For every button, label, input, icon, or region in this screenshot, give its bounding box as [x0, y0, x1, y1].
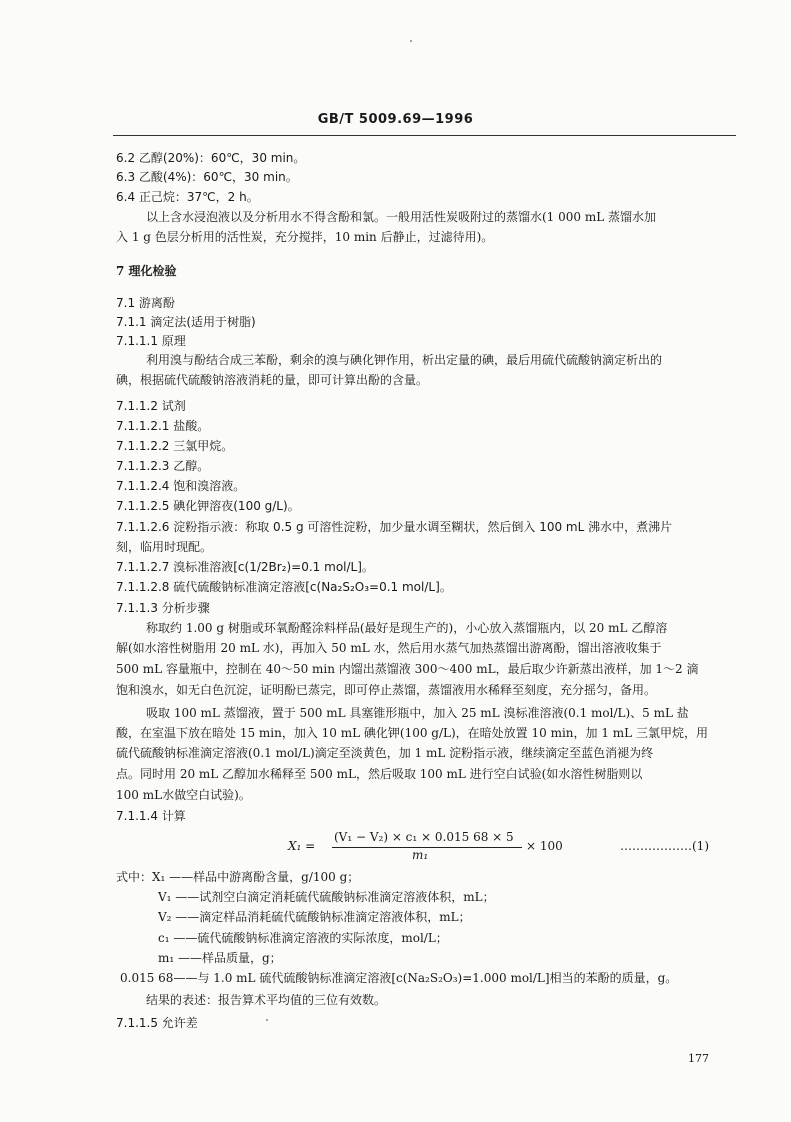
where-m1: m₁ ——样品质量，g； [158, 951, 282, 965]
reagent-2: 7.1.1.2.2 三氯甲烷。 [116, 439, 234, 453]
paragraph-procedure-1-line2: 解(如水溶性树脂用 20 mL 水)，再加入 50 mL 水，然后用水蒸气加热蒸馏出游离酚，馏出溶液收集于 [116, 641, 662, 655]
reagent-1: 7.1.1.2.1 盐酸。 [116, 419, 210, 433]
section-7-1-heading: 7.1 游离酚 [116, 296, 175, 310]
section-7-1-1-3-heading: 7.1.1.3 分析步骤 [116, 601, 210, 615]
where-v1: V₁ ——试剂空白滴定消耗硫代硫酸钠标准滴定溶液体积，mL； [158, 890, 495, 904]
reagent-5: 7.1.1.2.5 碘化钾溶夜(100 g/L)。 [116, 499, 300, 513]
clause-6-2: 6.2 乙醇(20%)：60℃，30 min。 [116, 151, 306, 165]
where-constant: 0.015 68——与 1.0 mL 硫代硫酸钠标准滴定溶液[c(Na₂S₂O₃)=1.000 mol/L]相当的苯酚的质量，g。 [120, 971, 678, 985]
paragraph-procedure-1-line3: 500 mL 容量瓶中，控制在 40～50 min 内馏出蒸馏液 300～400 mL，最后取少许新蒸出液样，加 1～2 滴 [116, 662, 699, 676]
equation-number: ………………(1) [620, 839, 709, 853]
formula-denominator: m₁ [412, 848, 429, 862]
standard-number-header: GB/T 5009.69—1996 [317, 112, 474, 127]
section-7-heading: 7 理化检验 [116, 264, 177, 278]
formula-lhs: X₁ = [288, 839, 316, 853]
where-v2: V₂ ——滴定样品消耗硫代硫酸钠标准滴定溶液体积，mL； [158, 910, 471, 924]
formula-numerator: (V₁ − V₂) × c₁ × 0.015 68 × 5 [334, 830, 514, 844]
section-7-1-1-4-heading: 7.1.1.4 计算 [116, 809, 186, 823]
formula-1 [288, 830, 578, 864]
formula-multiplier: × 100 [526, 839, 563, 853]
section-7-1-1-5-heading: 7.1.1.5 允许差 [116, 1016, 198, 1030]
scan-speck [410, 40, 412, 42]
section-7-1-1-heading: 7.1.1 滴定法(适用于树脂) [116, 315, 256, 329]
paragraph-water-note-cont: 入 1 g 色层分析用的活性炭，充分搅拌，10 min 后静止，过滤待用)。 [116, 230, 494, 244]
reagent-8: 7.1.1.2.8 硫代硫酸钠标准滴定溶液[c(Na₂S₂O₃=0.1 mol/L]。 [116, 580, 452, 594]
header-rule [113, 135, 736, 136]
paragraph-procedure-2-line3: 硫代硫酸钠标准滴定溶液(0.1 mol/L)滴定至淡黄色，加 1 mL 淀粉指示液，继续滴定至蓝色消褪为终 [116, 746, 654, 760]
where-c1: c₁ ——硫代硫酸钠标准滴定溶液的实际浓度，mol/L； [158, 931, 448, 945]
paragraph-procedure-2-line4: 点。同时用 20 mL 乙醇加水稀释至 500 mL，然后吸取 100 mL 进行空白试验(如水溶性树脂则以 [116, 767, 643, 781]
where-x1: 式中：X₁ ——样品中游离酚含量，g/100 g； [116, 870, 360, 884]
paragraph-procedure-2-line2: 酸，在室温下放在暗处 15 min，加入 10 mL 碘化钾(100 g/L)，在暗处放置 10 min，加 1 mL 三氯甲烷，用 [116, 726, 708, 740]
reagent-7: 7.1.1.2.7 溴标准溶液[c(1/2Br₂)=0.1 mol/L]。 [116, 560, 374, 574]
reagent-4: 7.1.1.2.4 饱和溴溶液。 [116, 479, 246, 493]
paragraph-procedure-2-line5: 100 mL水做空白试验)。 [116, 788, 251, 802]
paragraph-procedure-1: 称取约 1.00 g 树脂或环氧酚醛涂料样品(最好是现生产的)，小心放入蒸馏瓶内，以 20 mL 乙醇溶 [146, 621, 668, 635]
clause-6-4: 6.4 正己烷：37℃，2 h。 [116, 190, 259, 204]
paragraph-principle-cont: 碘，根据硫代硫酸钠溶液消耗的量，即可计算出酚的含量。 [116, 373, 429, 387]
reagent-3: 7.1.1.2.3 乙醇。 [116, 459, 210, 473]
reagent-6: 7.1.1.2.6 淀粉指示液：称取 0.5 g 可溶性淀粉，加少量水调至糊状，然后倒入 100 mL 沸水中，煮沸片 [116, 520, 673, 534]
clause-6-3: 6.3 乙酸(4%)：60℃，30 min。 [116, 170, 298, 184]
result-expression: 结果的表述：报告算术平均值的三位有效数。 [146, 993, 387, 1007]
paragraph-water-note: 以上含水浸泡液以及分析用水不得含酚和氯。一般用活性炭吸附过的蒸馏水(1 000 mL 蒸馏水加 [146, 210, 657, 224]
paragraph-procedure-1-line4: 饱和溴水，如无白色沉淀，证明酚已蒸完，即可停止蒸馏，蒸馏液用水稀释至刻度，充分摇匀，备用。 [116, 683, 657, 697]
reagent-6-cont: 刻，临用时现配。 [116, 540, 213, 554]
paragraph-principle: 利用溴与酚结合成三苯酚，剩余的溴与碘化钾作用，析出定量的碘，最后用硫代硫酸钠滴定析出的 [146, 353, 663, 367]
paragraph-procedure-2: 吸取 100 mL 蒸馏液，置于 500 mL 具塞锥形瓶中，加入 25 mL 溴标准溶液(0.1 mol/L)、5 mL 盐 [146, 706, 689, 720]
section-7-1-1-1-heading: 7.1.1.1 原理 [116, 334, 186, 348]
section-7-1-1-2-heading: 7.1.1.2 试剂 [116, 399, 186, 413]
page-number: 177 [688, 1052, 709, 1065]
